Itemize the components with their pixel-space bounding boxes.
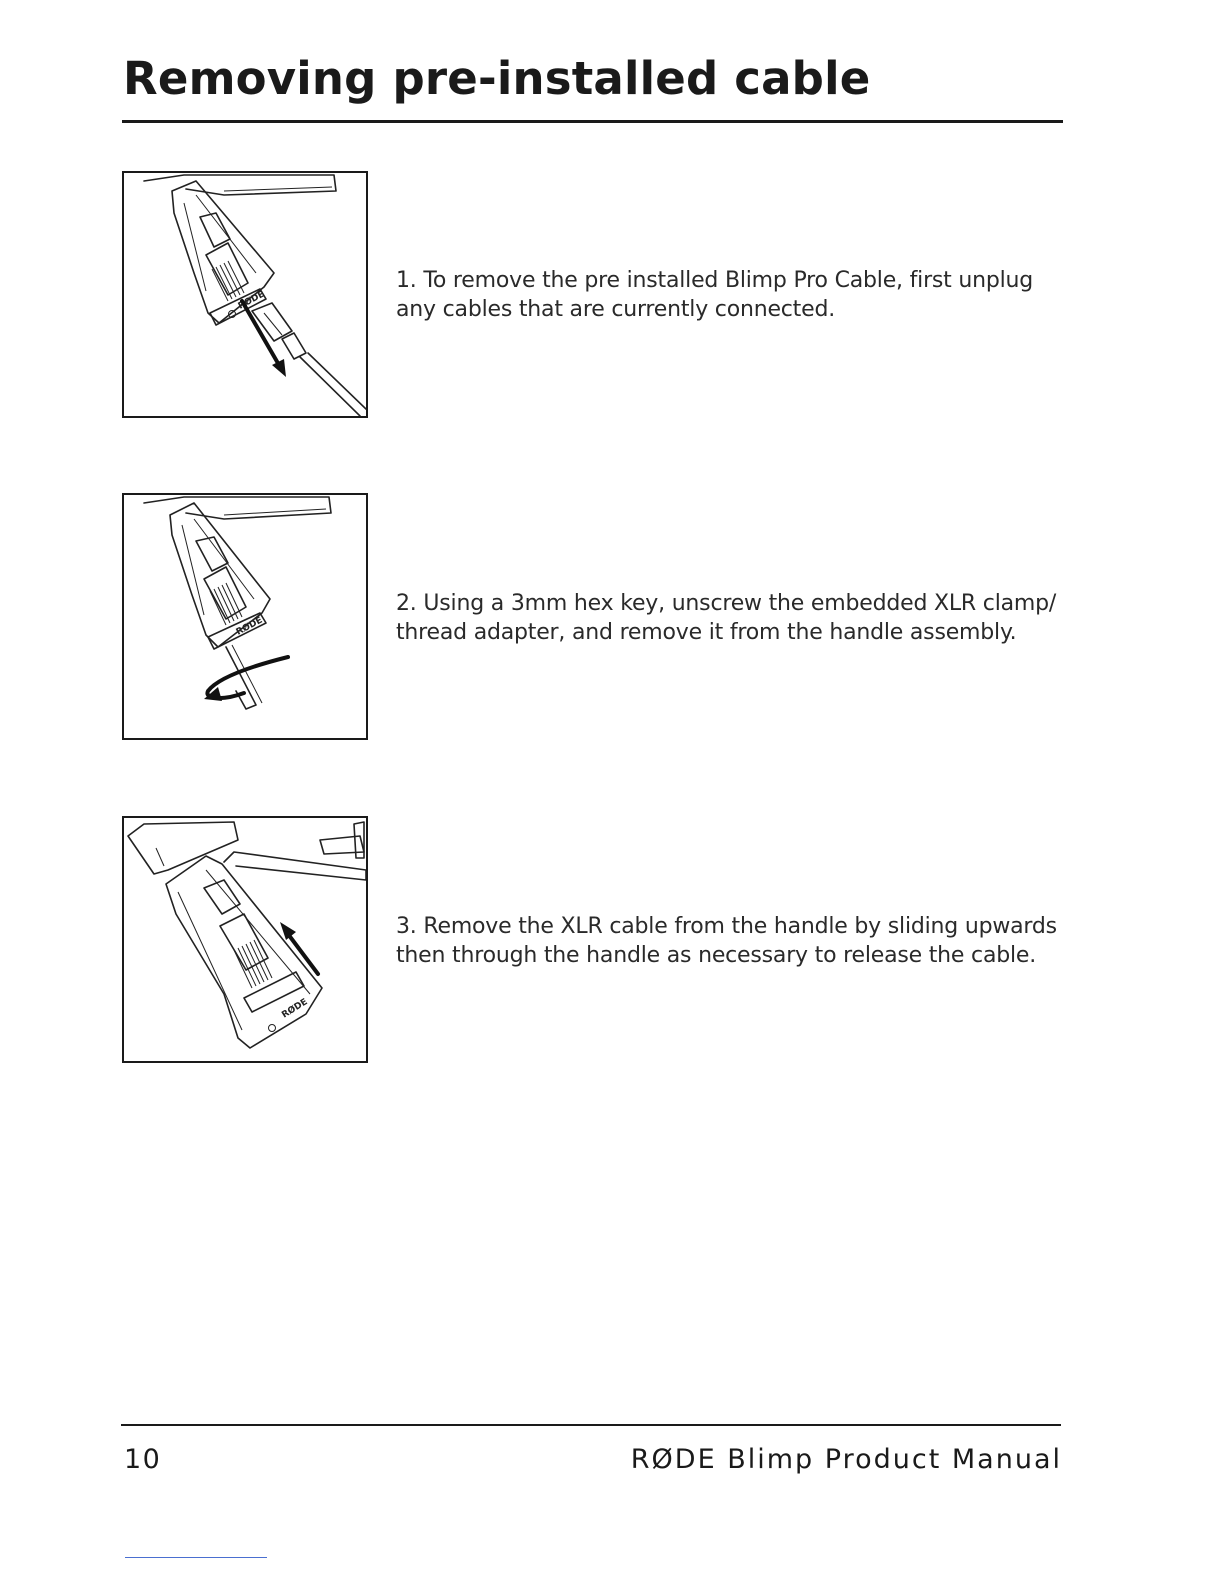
- handle-unplug-cable-illustration: [122, 171, 368, 418]
- page-title: Removing pre-installed cable: [123, 52, 871, 105]
- step-2: [122, 493, 1063, 741]
- step-2-text: 2. Using a 3mm hex key, unscrew the embedded XLR clamp/ thread adapter, and remove it from the handle assembly.: [396, 591, 1057, 645]
- link-underline: [125, 1557, 267, 1558]
- step-1: [122, 171, 1063, 419]
- step-1-text: 1. To remove the pre installed Blimp Pro Cable, first unplug any cables that are currently connected.: [396, 268, 1034, 322]
- rode-logo: RØDE: [234, 615, 265, 638]
- manual-name: RØDE Blimp Product Manual: [630, 1444, 1062, 1475]
- page-number: 10: [124, 1444, 162, 1475]
- rode-logo: RØDE: [236, 289, 267, 312]
- handle-hex-key-illustration: [122, 493, 368, 740]
- title-divider: [122, 120, 1063, 123]
- step-3: [122, 816, 1063, 1064]
- footer-divider: [121, 1424, 1061, 1426]
- step-3-text: 3. Remove the XLR cable from the handle by sliding upwards then through the handle as necessary to release the cable.: [396, 914, 1057, 968]
- handle-slide-cable-illustration: [122, 816, 368, 1063]
- rode-logo: RØDE: [280, 997, 310, 1021]
